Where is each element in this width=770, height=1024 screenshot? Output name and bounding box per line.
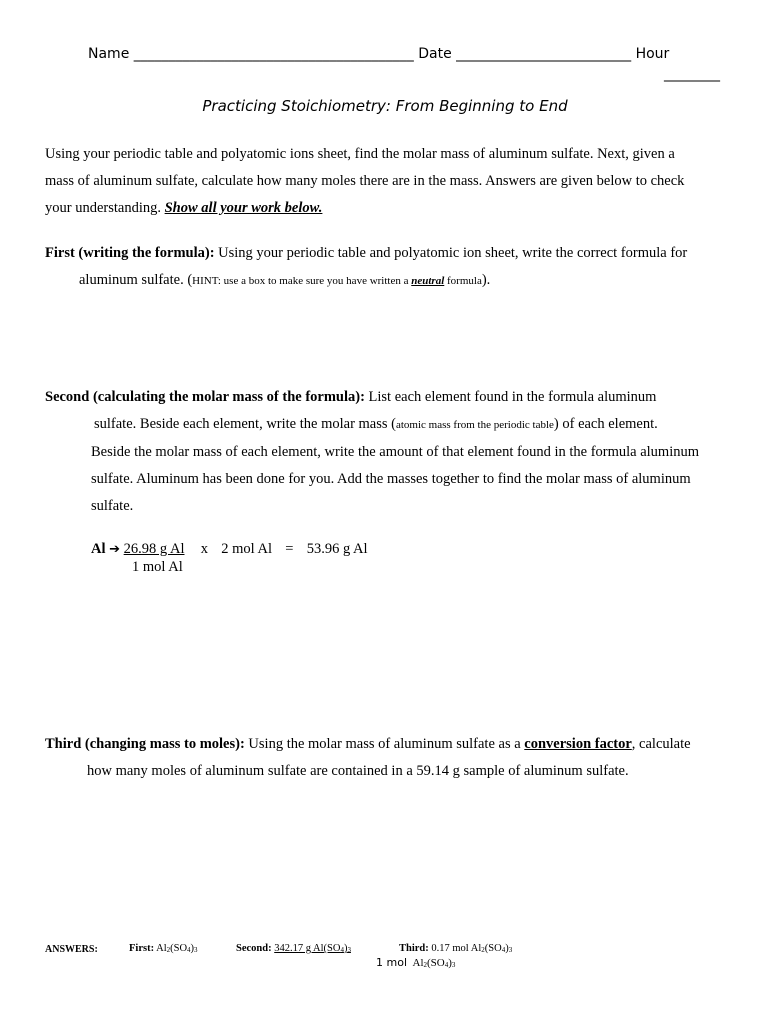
first-hint-end: formula (444, 275, 482, 287)
answer-first-value: $Al_2(SO_4)_3$ (156, 943, 198, 954)
second-text-2a: sulfate. Beside each element, write the molar mass ( (94, 416, 396, 432)
third-text-2: how many moles of aluminum sulfate are contained in a 59.14 g sample of aluminum sulfate. (87, 763, 629, 779)
example-equals: = (285, 541, 294, 557)
second-heading: Second (calculating the molar mass of the formula): (45, 389, 365, 405)
example-numerator: 26.98 g Al (123, 541, 185, 557)
answer-third (399, 943, 512, 954)
intro-line-2: mass of aluminum sulfate, calculate how many moles there are in the mass. Answers are given below to check (45, 173, 685, 189)
intro-line-1: Using your periodic table and polyatomic ions sheet, find the molar mass of aluminum sulfate. Next, given a (45, 146, 675, 162)
third-section (45, 731, 691, 785)
answer-third-value: 0.17 mol $Al_2(SO_4)_3$ (431, 943, 513, 954)
third-text-1b: , calculate (631, 736, 691, 752)
first-text-1: Using your periodic table and polyatomic ion sheet, write the correct formula for (214, 245, 688, 261)
conversion-factor-term: conversion factor (524, 736, 632, 752)
second-section (45, 384, 699, 520)
first-text-2: aluminum sulfate. ( (79, 272, 193, 288)
second-text-3: Beside the molar mass of each element, write the amount of that element found in the formula aluminum (91, 444, 700, 460)
second-text-2-small: atomic mass from the periodic table (395, 419, 554, 431)
first-hint-neutral: neutral (411, 275, 445, 287)
date-label: Date (418, 46, 452, 62)
intro-line-3-text: your understanding. (45, 200, 161, 216)
second-text-2b: ) of each element. (553, 416, 658, 432)
name-blank: ________________________________________ (133, 46, 414, 62)
name-label: Name (88, 46, 130, 62)
answers-label: ANSWERS: (45, 944, 98, 955)
example-result: 53.96 g Al (306, 541, 368, 557)
hour-blank: ________ (664, 66, 720, 82)
example-amount: 2 mol Al (221, 541, 272, 557)
example-element: Al (91, 541, 106, 557)
second-text-1: List each element found in the formula aluminum (364, 389, 657, 405)
example-denominator: 1 mol Al (132, 559, 183, 575)
show-work-emphasis: Show all your work below. (164, 200, 323, 216)
example-times: x (200, 541, 208, 557)
answer-third-label: Third: (399, 943, 429, 954)
page-title: Practicing Stoichiometry: From Beginning to End (202, 97, 568, 115)
answer-second-value: 342.17 g $Al(SO_4)_3$ (274, 943, 351, 954)
first-heading: First (writing the formula): (45, 245, 215, 261)
third-heading: Third (changing mass to moles): (45, 736, 245, 752)
hour-label: Hour (635, 46, 670, 62)
first-section (45, 240, 687, 295)
answer-second (236, 943, 351, 954)
second-text-5: sulfate. (91, 498, 134, 514)
header-line (88, 46, 669, 62)
first-hint: HINT: use a box to make sure you have written a (192, 275, 412, 287)
arrow-icon: ➔ (109, 542, 121, 557)
answer-second-label: Second: (236, 943, 272, 954)
date-blank: _________________________ (456, 46, 632, 62)
first-close: ). (481, 272, 491, 288)
worked-example (91, 541, 368, 558)
answer-first-label: First: (129, 943, 155, 954)
third-text-1: Using the molar mass of aluminum sulfate as a (244, 736, 525, 752)
answer-denominator: 1 mol $Al_2(SO_4)_3$ (376, 956, 456, 969)
answer-first (129, 943, 198, 954)
intro-line-3 (45, 195, 684, 222)
second-text-4: sulfate. Aluminum has been done for you. Add the masses together to find the molar mass of aluminum (91, 471, 691, 487)
intro-paragraph (45, 141, 684, 222)
